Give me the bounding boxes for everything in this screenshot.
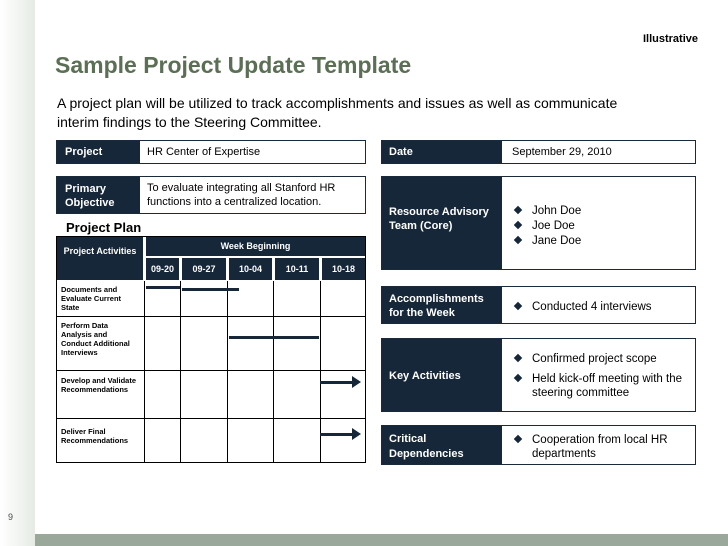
- resource-label: Resource Advisory Team (Core): [382, 177, 502, 269]
- week-header-1011: 10-11: [275, 258, 319, 280]
- week-beginning-header: Week Beginning: [146, 237, 365, 256]
- left-decorative-bar: [0, 0, 35, 546]
- diamond-bullet-icon: [514, 302, 522, 310]
- activity-row-label: Develop and Validate Recommendations: [61, 376, 137, 394]
- grid-line: [144, 281, 145, 462]
- key-activities-list: [512, 352, 692, 401]
- accomplishments-label: Accomplishments for the Week: [382, 287, 502, 323]
- date-label: Date: [382, 141, 502, 163]
- page-subtitle: A project plan will be utilized to track accomplishments and issues as well as communicate interim findings to the Steering Committee.: [57, 95, 618, 130]
- resource-list: [512, 204, 581, 249]
- date-value: September 29, 2010: [512, 146, 612, 158]
- gantt-bar: [146, 286, 180, 289]
- grid-line: [57, 370, 365, 371]
- grid-line: [227, 281, 228, 462]
- key-activities-label: Key Activities: [382, 339, 502, 411]
- project-plan-title: Project Plan: [66, 220, 142, 235]
- activity-row-label: Perform Data Analysis and Conduct Additional Interviews: [61, 321, 130, 357]
- objective-row: [56, 176, 366, 214]
- week-header-1004: 10-04: [229, 258, 272, 280]
- project-value: HR Center of Expertise: [147, 146, 261, 158]
- date-row: [381, 140, 696, 164]
- page-title: Sample Project Update Template: [55, 52, 412, 78]
- accomplishments-list: [512, 300, 652, 315]
- gantt-bar: [182, 288, 239, 291]
- diamond-bullet-icon: [514, 221, 522, 229]
- diamond-bullet-icon: [514, 374, 522, 382]
- gantt-bar: [320, 381, 354, 384]
- objective-label: Primary Objective: [57, 177, 140, 213]
- list-item: John Doe: [512, 204, 581, 218]
- diamond-bullet-icon: [514, 206, 522, 214]
- list-item: Confirmed project scope: [512, 352, 692, 366]
- activities-header: Project Activities: [57, 237, 143, 280]
- page-number: 9: [8, 512, 14, 522]
- activity-row-label: Documents and Evaluate Current State: [61, 285, 122, 312]
- diamond-bullet-icon: [514, 236, 522, 244]
- week-header-0920: 09-20: [146, 258, 179, 280]
- week-header-0927: 09-27: [182, 258, 226, 280]
- grid-line: [273, 281, 274, 462]
- footer-band: [35, 534, 728, 546]
- list-item: Jane Doe: [512, 234, 581, 248]
- list-item: Conducted 4 interviews: [512, 300, 652, 314]
- grid-line: [180, 281, 181, 462]
- list-item: Cooperation from local HR departments: [512, 433, 692, 461]
- gantt-bar: [320, 433, 354, 436]
- objective-value: To evaluate integrating all Stanford HR functions into a centralized location.: [147, 182, 336, 208]
- project-row: [56, 140, 366, 164]
- gantt-bar: [229, 336, 319, 339]
- arrow-icon: [352, 376, 361, 388]
- illustrative-label: Illustrative: [642, 33, 698, 45]
- list-item: Joe Doe: [512, 219, 581, 233]
- grid-line: [57, 418, 365, 419]
- arrow-icon: [352, 428, 361, 440]
- diamond-bullet-icon: [514, 354, 522, 362]
- grid-line: [57, 316, 365, 317]
- activity-row-label: Deliver Final Recommendations: [61, 427, 129, 445]
- critical-list: [512, 433, 692, 462]
- diamond-bullet-icon: [514, 435, 522, 443]
- week-header-1018: 10-18: [322, 258, 365, 280]
- critical-label: Critical Dependencies: [382, 426, 502, 464]
- project-label: Project: [57, 141, 140, 163]
- list-item: Held kick-off meeting with the steering committee: [512, 372, 692, 400]
